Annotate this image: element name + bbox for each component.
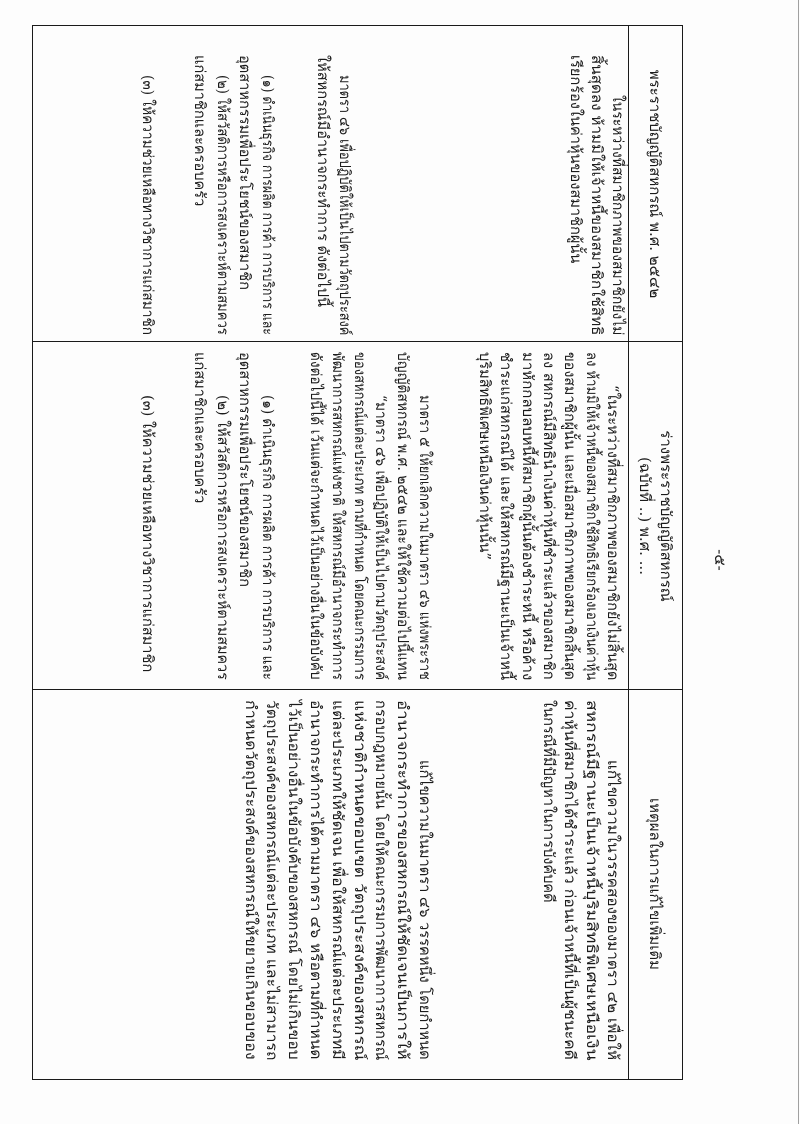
draft-sec42-line: ลง สหกรณ์มีสิทธินำเงินค่าหุ้นที่ชำระแล้วของสมาชิก [540, 352, 559, 680]
reason-sec42-line: ค่าหุ้นที่สมาชิกได้ชำระแล้ว ก่อนเจ้าหนี้ที่เป็นผู้ชนะคดี [561, 700, 580, 1060]
current-sec46-line: มาตรา ๔๖ เพื่อปฏิบัติให้เป็นไปตามวัตถุประสงค์ [336, 75, 354, 336]
current-item-line: อุตสาหกรรมเพื่อประโยชน์ของสมาชิก [236, 55, 255, 290]
reason-sec46-line: ไว้เป็นอย่างอื่นในข้อบังคับของสหกรณ์ โดยไม่เกินขอบ [285, 700, 304, 1060]
reason-sec46-line: อำนาจกระทำการได้ตามมาตรา ๔๖ หรือตามที่กำหนด [307, 700, 326, 1060]
current-item-line: (๓) ให้ความช่วยเหลือทางวิชาการแก่สมาชิก [139, 75, 157, 336]
reason-sec42-line: ในกรณีที่มีปัญหาในการบังคับคดี [540, 700, 559, 903]
header-draft-act-line: (ฉบับที่ ..) พ.ศ. ... [636, 457, 654, 575]
draft-item-line: (๒) ให้สวัสดิการหรือการสงเคราะห์ตามสมควร [213, 395, 232, 680]
reason-sec42-line: สหกรณ์มีฐานะเป็นเจ้าหนี้บุริมสิทธิพิเศษเหนือเงิน [582, 700, 601, 1061]
current-sec46-line: ให้สหกรณ์มีอำนาจกระทำการ ดังต่อไปนี้ [314, 55, 332, 307]
reason-sec46-line: วัตถุประสงค์ของสหกรณ์แต่ละประเภท และไม่สามารถ [263, 700, 282, 1061]
current-sec42-line: ในระหว่างที่สมาชิกภาพของสมาชิกยังไม่ [609, 95, 627, 336]
reason-sec46-line: แก้ไขความในมาตรา ๔๖ วรรคหนึ่ง โดยกำหนด [416, 760, 434, 1060]
current-item-line: แก่สมาชิกและครอบครัว [190, 55, 209, 207]
page-number: -๕- [711, 549, 729, 571]
header-current-act-text: พระราชบัญญัติสหกรณ์ พ.ศ. ๒๕๔๒ [646, 69, 665, 299]
current-items [188, 55, 279, 335]
draft-item-line: แก่สมาชิกและครอบครัว [190, 352, 209, 504]
draft-section5-line: พัฒนาการสหกรณ์แห่งชาติ ให้สหกรณ์มีอำนาจกระทำการ [328, 352, 347, 680]
current-item-line: (๒) ให้สวัสดิการหรือการสงเคราะห์ตามสมควร [213, 75, 232, 335]
draft-sec42-line: “ในระหว่างที่สมาชิกภาพของสมาชิกยังไม่สิ้นสุด [604, 385, 622, 681]
comparison-table [32, 25, 683, 1080]
draft-section5-line: มาตรา ๕ ให้ยกเลิกความในมาตรา ๔๖ แห่งพระราช [416, 395, 434, 680]
draft-sec42-line: ของสมาชิกผู้นั้น และเมื่อสมาชิกภาพของสมาชิกสิ้นสุด [561, 352, 580, 680]
draft-sec42-line: ชำระแก่สหกรณ์ได้ และให้สหกรณ์มีฐานะเป็นเจ้าหนี้ [497, 352, 516, 681]
draft-section5-line: ดังต่อไปนี้ได้ เว้นแต่จะกำหนดไว้เป็นอย่างอื่นในข้อบังคับ [307, 352, 326, 680]
draft-item3 [137, 352, 159, 680]
reason-sec46-line: อำนาจกระทำการของสหกรณ์ให้ชัดเจนเป็นการให้ [394, 700, 413, 1060]
reason-sec46-line: แห่งชาติกำหนดขอบเขต วัตถุประสงค์ของสหกรณ์ [350, 700, 369, 1061]
reason-sec42-line: แก้ไขความในวรรคสองของมาตรา ๔๒ เพื่อให้ [604, 760, 622, 1061]
column-draft-act [33, 352, 682, 680]
draft-item-line: (๑) ดำเนินธุรกิจ การผลิต การค้า การบริการ และ [259, 395, 277, 680]
reason-sec46-paragraph [239, 700, 435, 1060]
column-current-act [33, 55, 682, 335]
reason-sec46-line: กำหนดวัตถุประสงค์ของสหกรณ์ให้ขยายเกินขอบของ [241, 700, 260, 1060]
header-draft-act-line: ร่างพระราชบัญญัติสหกรณ์ [657, 430, 675, 602]
current-sec46-paragraph [312, 55, 356, 335]
draft-section5-line: ของสหกรณ์แต่ละประเภท ตามที่กำหนด โดยคณะกรรมการ [350, 352, 369, 680]
draft-section5-paragraph [304, 352, 435, 680]
current-sec42-line: สิ้นสุดลง ห้ามมิให้เจ้าหนี้ของสมาชิกใช้สิทธิ [588, 55, 606, 336]
draft-sec42-line: บุริมสิทธิพิเศษเหนือเงินค่าหุ้นนั้น” [476, 352, 495, 560]
current-item-line: (๑) ดำเนินธุรกิจ การผลิต การค้า การบริการ และ [259, 75, 277, 335]
draft-item-line: (๓) ให้ความช่วยเหลือทางวิชาการแก่สมาชิก [139, 395, 157, 673]
reason-sec46-line: กรอบกฎหมายนั้น โดยให้คณะกรรมการพัฒนาการสหกรณ์ [372, 700, 391, 1061]
current-sec42-paragraph [565, 55, 628, 335]
header-reasons-text: เหตุผลในการแก้ไขเพิ่มเติม [646, 797, 665, 971]
current-item3 [137, 55, 159, 335]
draft-item-line: อุตสาหกรรมเพื่อประโยชน์ของสมาชิก [236, 352, 255, 587]
draft-sec42-line: ลง ห้ามมิให้เจ้าหนี้ของสมาชิกใช้สิทธิเรียกร้องเอาเงินค่าหุ้น [582, 352, 601, 681]
column-reasons [33, 700, 682, 1060]
draft-sec42-paragraph [474, 352, 623, 680]
reason-sec42-paragraph [538, 700, 623, 1060]
draft-section5-line: บัญญัติสหกรณ์ พ.ศ. ๒๕๔๒ และให้ใช้ความต่อไปนี้แทน [394, 352, 413, 680]
draft-section5-line: “มาตรา ๔๖ เพื่อปฏิบัติให้เป็นไปตามวัตถุประสงค์ [372, 395, 391, 681]
draft-sec42-line: มาหักกลบลบหนี้ที่สมาชิกผู้นั้นต้องชำระหนี้ หรือค้าง [518, 352, 537, 681]
draft-items [188, 352, 279, 680]
current-sec42-line: เรียกร้องในค่าหุ้นของสมาชิกผู้นั้น [567, 55, 585, 264]
column-divider [33, 341, 682, 342]
column-divider [33, 689, 682, 690]
reason-sec46-line: แต่ละประเภทให้ชัดเจน เพื่อให้สหกรณ์แต่ละประเภทมี [328, 700, 347, 1060]
